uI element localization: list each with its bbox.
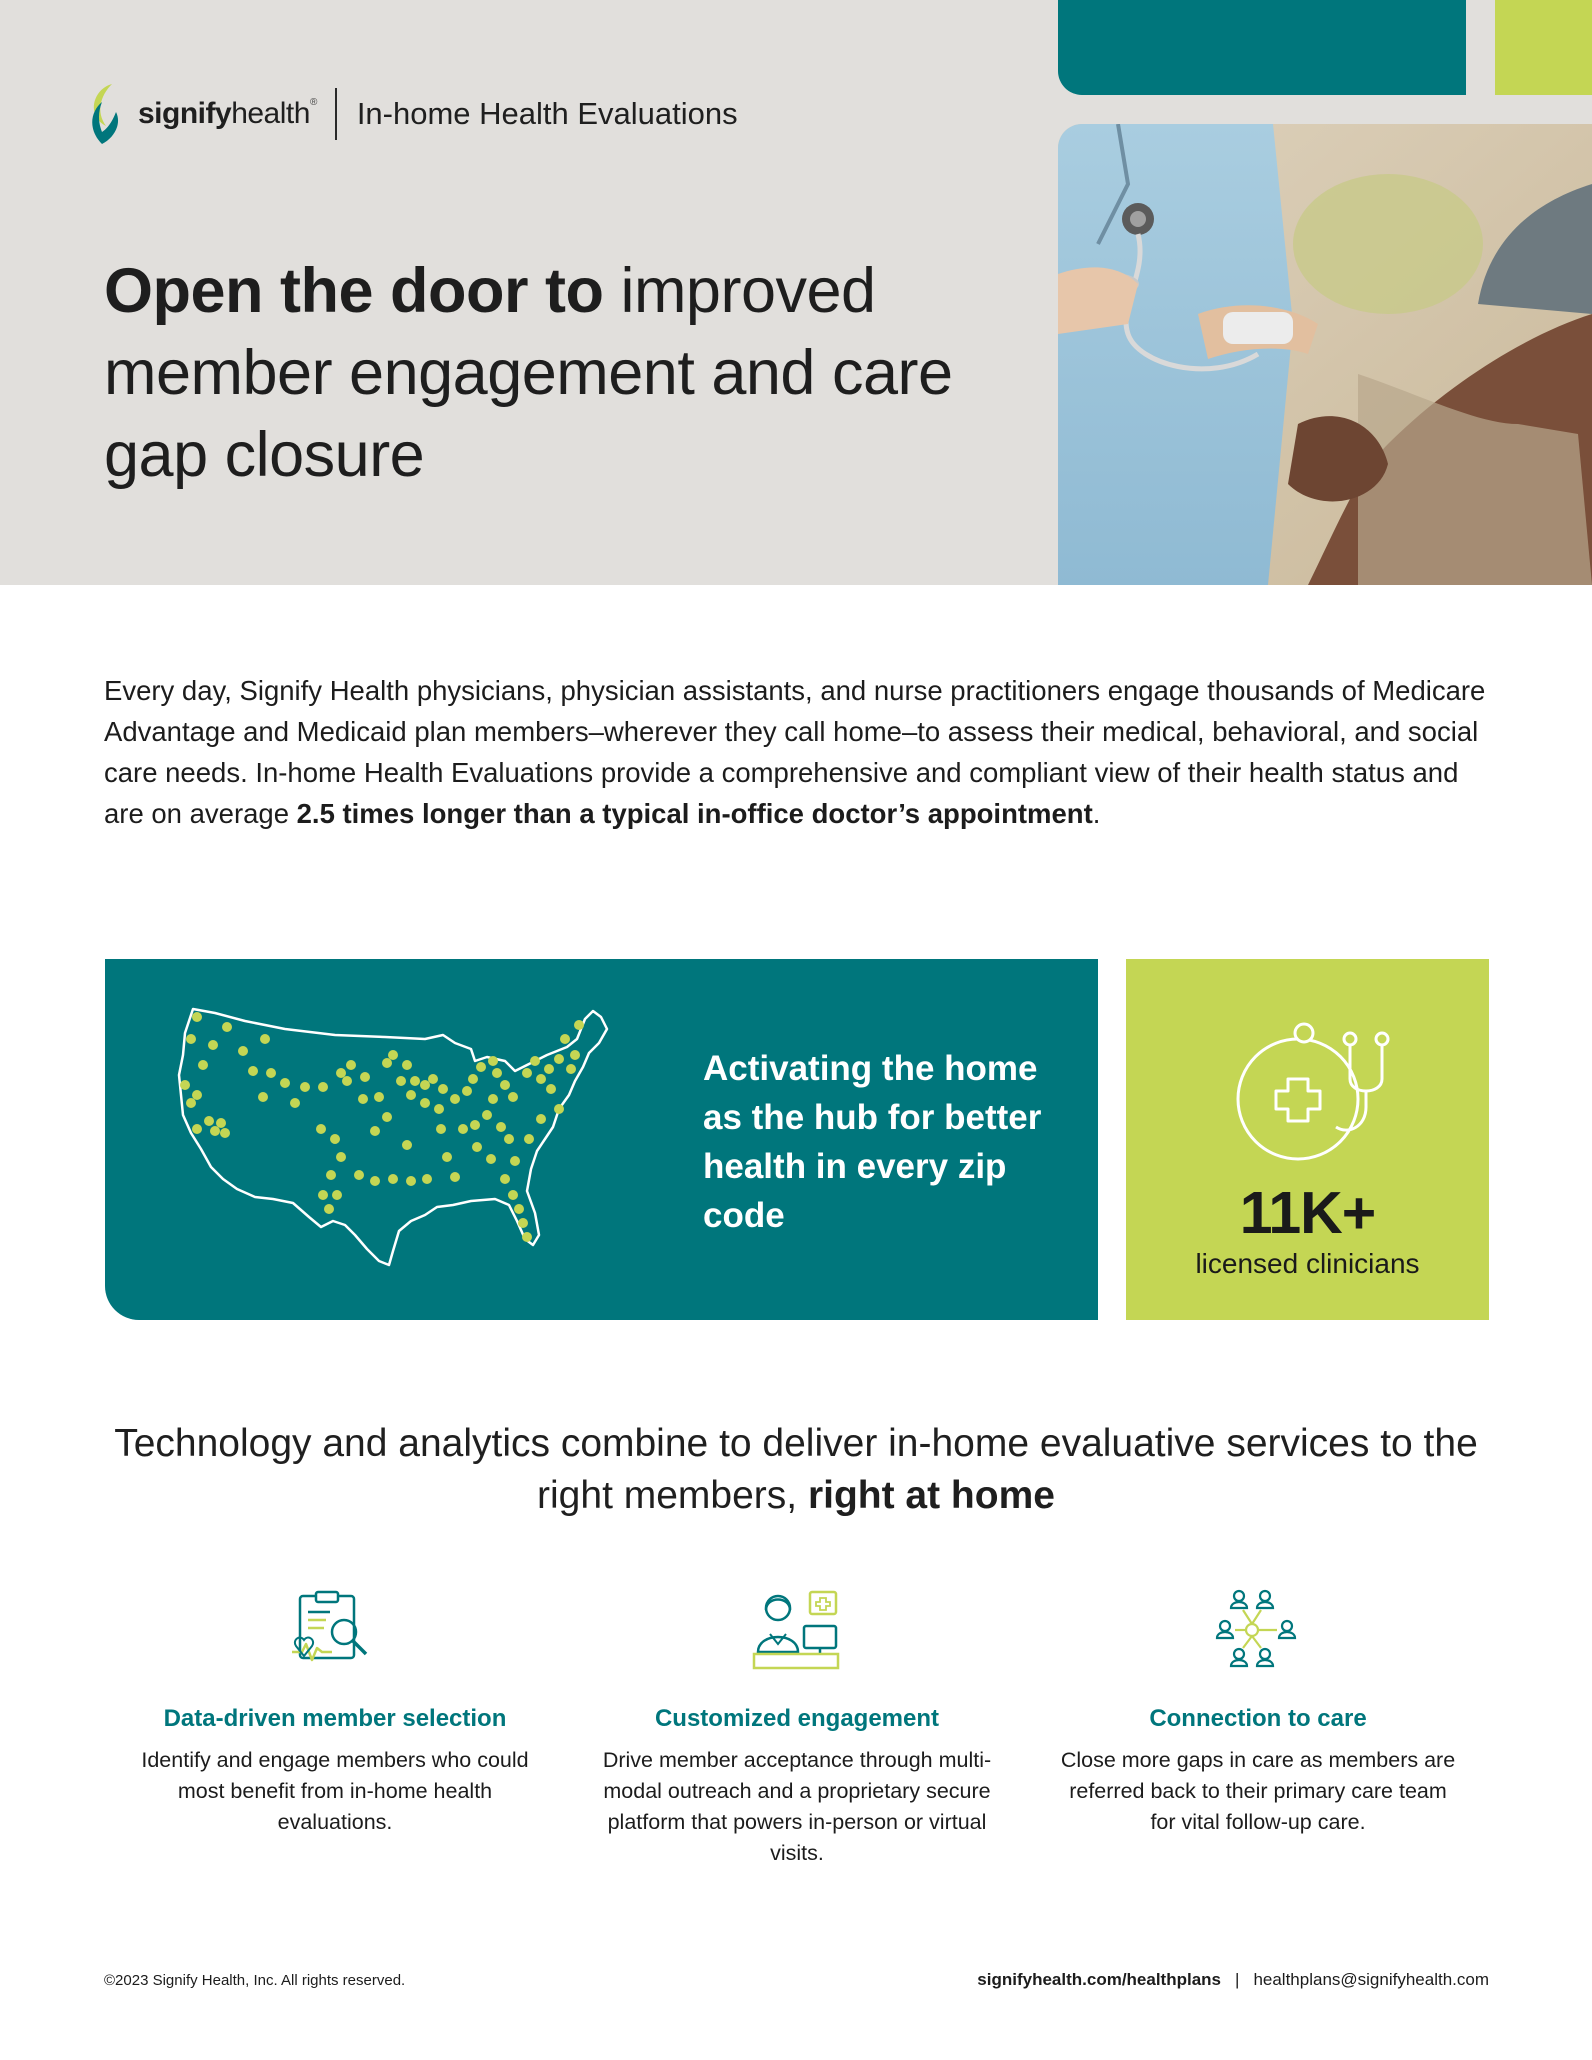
- clipboard-magnifier-icon: [290, 1590, 380, 1672]
- decorative-teal-block: [1058, 0, 1466, 95]
- page-headline: Open the door to improved member engagement and care gap closure: [104, 256, 953, 490]
- footer-url-link[interactable]: signifyhealth.com/healthplans: [977, 1970, 1222, 1989]
- signify-leaf-icon: [86, 82, 130, 146]
- signify-health-logo: [86, 78, 738, 150]
- logo-wordmark: signifyhealth®: [138, 97, 317, 130]
- footer-contact: [977, 1970, 1489, 1990]
- network-people-icon: [1213, 1588, 1303, 1674]
- feature-customized-engagement: [597, 1585, 997, 1869]
- feature-connection-to-care: [1058, 1585, 1458, 1838]
- map-panel-heading: Activating the home as the hub for better health in every zip code: [703, 1049, 1042, 1235]
- us-map-icon: [175, 999, 635, 1279]
- coverage-map-panel: [105, 959, 1098, 1320]
- feature-data-driven-selection: [135, 1585, 535, 1838]
- clinician-count: 11K+: [1239, 1180, 1376, 1246]
- feature-description: Drive member acceptance through multi-modal outreach and a proprietary secure platform that powers in-person or virtual visits.: [602, 1748, 992, 1865]
- footer-separator: |: [1235, 1970, 1240, 1989]
- feature-title: Connection to care: [1149, 1705, 1367, 1732]
- logo-divider: [335, 88, 337, 140]
- feature-description: Close more gaps in care as members are referred back to their primary care team for vital follow-up care.: [1060, 1748, 1456, 1834]
- decorative-lime-block: [1495, 0, 1592, 95]
- clinician-measuring-blood-pressure-photo: [1058, 124, 1592, 585]
- logo-tagline: In-home Health Evaluations: [356, 96, 738, 131]
- feature-description: Identify and engage members who could most benefit from in-home health evaluations.: [141, 1748, 529, 1834]
- feature-title: Customized engagement: [654, 1705, 940, 1732]
- copyright: ©2023 Signify Health, Inc. All rights reserved.: [104, 1972, 406, 1989]
- clinician-computer-icon: [752, 1588, 842, 1674]
- clinician-count-label: licensed clinicians: [1195, 1248, 1420, 1279]
- footer-email-link[interactable]: healthplans@signifyhealth.com: [1253, 1970, 1489, 1989]
- clinician-stat-panel: [1126, 959, 1489, 1320]
- feature-title: Data-driven member selection: [163, 1705, 507, 1732]
- intro-paragraph: Every day, Signify Health physicians, physician assistants, and nurse practitioners engage thousands of Medicare Advantage and Medicaid plan members–wherever they call home–to assess their medical, behavioral, and social care needs. In-home Health Evaluations provide a comprehensive and compliant view of their health status and are on average 2.5 times longer than a typical in-office doctor’s appointment.: [104, 675, 1486, 829]
- section-subhead: Technology and analytics combine to deliver in-home evaluative services to the right members, right at home: [114, 1422, 1478, 1517]
- stethoscope-plus-icon: [1228, 1019, 1398, 1169]
